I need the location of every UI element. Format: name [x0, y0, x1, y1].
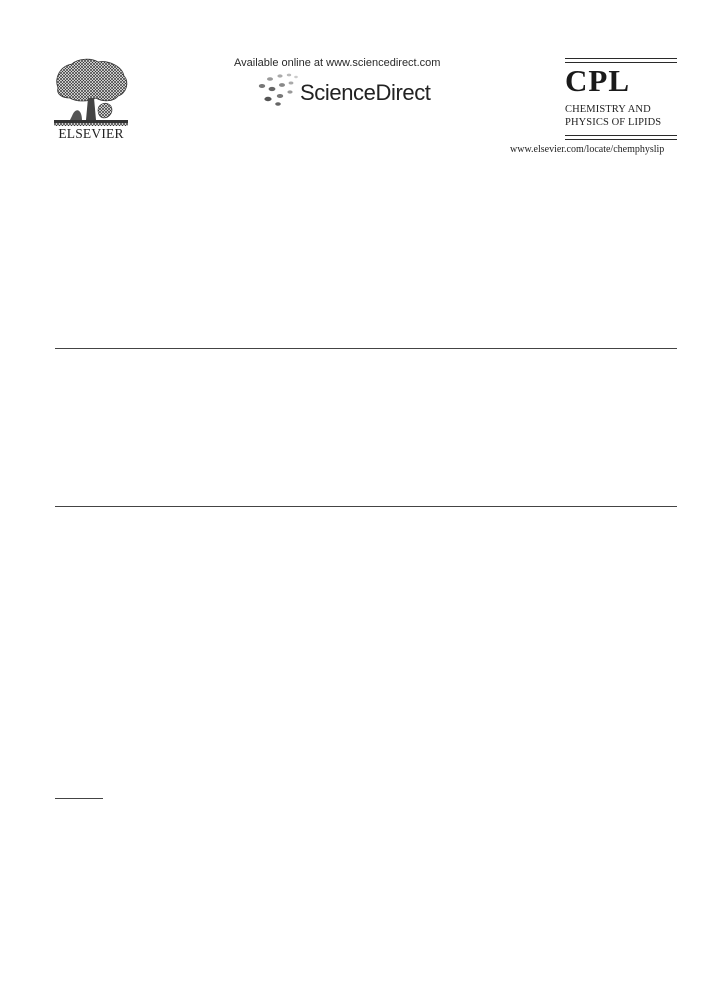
journal-name-line-1: CHEMISTRY AND — [565, 104, 651, 115]
masthead-rule — [565, 58, 677, 59]
publisher-wordmark: ELSEVIER — [58, 126, 124, 141]
sciencedirect-logo — [256, 72, 446, 108]
section-divider — [55, 506, 677, 507]
elsevier-tree-icon — [52, 58, 130, 128]
journal-url: www.elsevier.com/locate/chemphyslip — [510, 144, 665, 155]
sciencedirect-wordmark: ScienceDirect — [300, 80, 431, 105]
masthead-rule — [565, 135, 677, 136]
footnote-divider — [55, 798, 103, 799]
section-divider — [55, 348, 677, 349]
journal-name-line-2: PHYSICS OF LIPIDS — [565, 117, 662, 128]
elsevier-logo — [52, 58, 130, 146]
available-online-text: Available online at www.sciencedirect.com — [234, 57, 441, 69]
journal-abbrev: CPL — [565, 63, 630, 98]
masthead-rule — [565, 139, 677, 140]
journal-masthead — [565, 58, 677, 142]
